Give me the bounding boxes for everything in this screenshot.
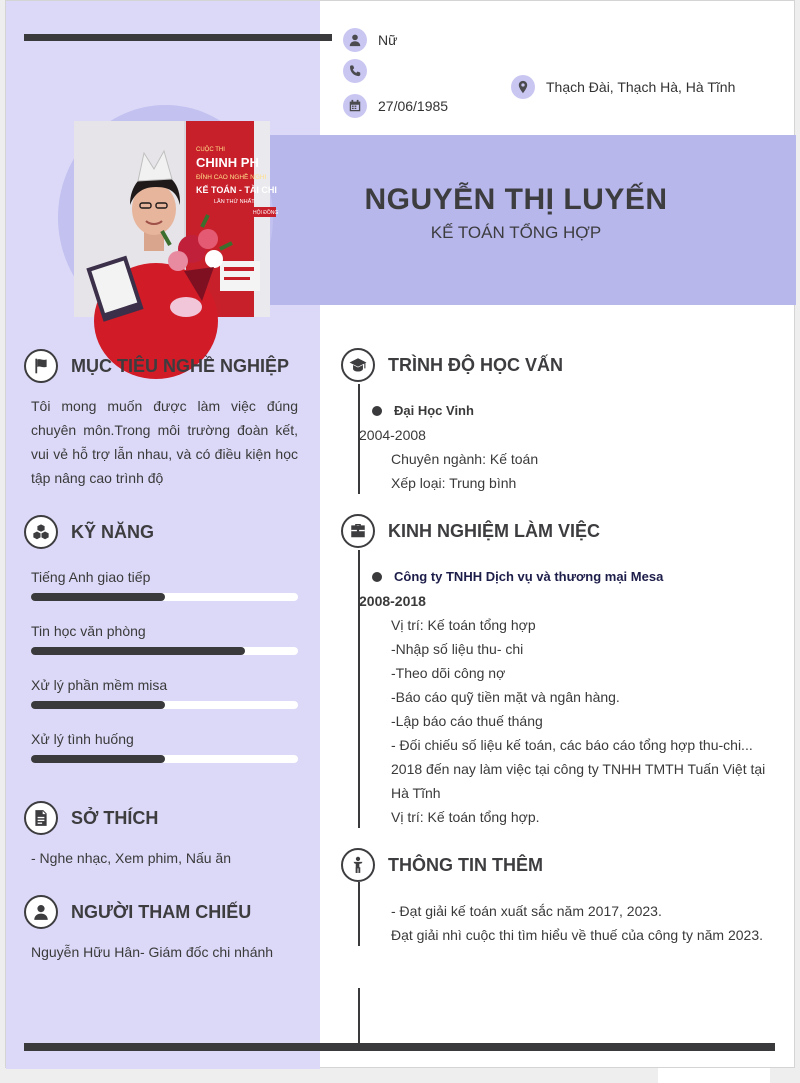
extra-line: Đạt giải nhì cuộc thi tìm hiểu về thuế của công ty năm 2023.	[391, 927, 763, 943]
gender-text: Nữ	[378, 32, 398, 48]
extra-section-header	[341, 848, 543, 882]
skill-bar-fill	[31, 647, 245, 655]
top-divider-bar	[24, 34, 332, 41]
experience-line: - Đối chiếu số liệu kế toán, các báo cáo tổng hợp thu-chi...	[391, 737, 753, 753]
bottom-timeline-line	[358, 988, 360, 1046]
reference-text: Nguyễn Hữu Hân- Giám đốc chi nhánh	[31, 944, 274, 960]
contact-gender	[343, 28, 397, 52]
document-icon	[24, 801, 58, 835]
experience-line: -Lập báo cáo thuế tháng	[391, 713, 543, 729]
skill-bar-fill	[31, 755, 165, 763]
photo-banner-line3: KẾ TOÁN - TÀI CHI	[196, 185, 277, 195]
hobbies-text: - Nghe nhạc, Xem phim, Nấu ăn	[31, 850, 231, 866]
education-section-header	[341, 348, 563, 382]
person-icon	[24, 895, 58, 929]
objective-line: tập nâng cao trình độ	[31, 470, 164, 486]
hobbies-title: SỞ THÍCH	[71, 807, 159, 828]
photo-banner-line1: CHINH PH	[196, 155, 259, 170]
experience-company: Công ty TNHH Dịch vụ và thương mại Mesa	[394, 569, 664, 584]
objective-section-header	[24, 349, 289, 383]
skill-bar-fill	[31, 701, 165, 709]
objective-text	[31, 394, 298, 490]
skill-bar	[31, 647, 298, 655]
hobbies-section-header	[24, 801, 158, 835]
contact-birthdate	[343, 94, 448, 118]
skill-label: Xử lý phần mềm misa	[31, 677, 168, 693]
cubes-icon	[24, 515, 58, 549]
objective-title: MỤC TIÊU NGHỀ NGHIỆP	[71, 355, 290, 376]
candidate-title: KẾ TOÁN TỔNG HỢP	[430, 223, 602, 242]
contact-address	[511, 75, 735, 99]
cv-page	[5, 0, 795, 1068]
photo-banner-line2: ĐỈNH CAO NGHỀ NGHI	[196, 174, 267, 181]
reference-title: NGƯỜI THAM CHIẾU	[71, 901, 252, 922]
skill-bar	[31, 593, 298, 601]
education-title: TRÌNH ĐỘ HỌC VẤN	[388, 354, 563, 375]
objective-line: chuyên môn.Trong môi trường đoàn kết,	[31, 422, 298, 438]
experience-line: -Báo cáo quỹ tiền mặt và ngân hàng.	[391, 689, 620, 705]
person-icon	[343, 28, 367, 52]
photo-banner-top: CUỘC THI	[196, 147, 225, 153]
graduation-cap-icon	[341, 348, 375, 382]
bottom-divider-bar	[24, 1043, 775, 1051]
objective-line: vui vẻ hỗ trợ lẫn nhau, và có điều kiện học	[31, 446, 298, 462]
page-footer-tab	[658, 1068, 770, 1083]
address-text: Thạch Đài, Thạch Hà, Hà Tĩnh	[546, 79, 736, 95]
education-years: 2004-2008	[359, 427, 426, 443]
experience-line: 2018 đến nay làm việc tại công ty TNHH TMTH Tuấn Việt tại	[391, 761, 766, 777]
photo-banner-line4: LẦN THỨ NHẤT	[214, 199, 255, 205]
experience-timeline-dot	[372, 572, 382, 582]
skill-label: Xử lý tình huống	[31, 731, 134, 747]
experience-line: Hà Tĩnh	[391, 785, 441, 801]
candidate-name: NGUYỄN THỊ LUYẾN	[364, 183, 668, 216]
reference-section-header	[24, 895, 251, 929]
education-major: Chuyên ngành: Kế toán	[391, 451, 539, 467]
map-pin-icon	[511, 75, 535, 99]
experience-timeline-line	[358, 550, 360, 828]
skills-section-header	[24, 515, 154, 549]
experience-line: -Nhập số liệu thu- chi	[391, 641, 524, 657]
objective-line: Tôi mong muốn được làm việc đúng	[31, 398, 298, 414]
child-icon	[341, 848, 375, 882]
experience-section-header	[341, 514, 600, 548]
profile-photo	[74, 121, 279, 317]
education-timeline-dot	[372, 406, 382, 416]
contact-phone	[343, 59, 378, 83]
experience-line: Vị trí: Kế toán tổng hợp.	[391, 809, 540, 825]
experience-title: KINH NGHIỆM LÀM VIỆC	[388, 520, 601, 541]
experience-years: 2008-2018	[359, 593, 426, 609]
extra-line: - Đạt giải kế toán xuất sắc năm 2017, 2023.	[391, 903, 662, 919]
experience-line: Vị trí: Kế toán tổng hợp	[391, 617, 536, 633]
skill-label: Tin học văn phòng	[31, 623, 146, 639]
education-grade: Xếp loại: Trung bình	[391, 475, 517, 491]
phone-icon	[343, 59, 367, 83]
skill-bar	[31, 755, 298, 763]
birthdate-text: 27/06/1985	[378, 98, 449, 114]
flag-icon	[24, 349, 58, 383]
name-banner	[236, 135, 796, 305]
extra-timeline-line	[358, 882, 360, 946]
experience-line: -Theo dõi công nợ	[391, 665, 506, 681]
skill-bar	[31, 701, 298, 709]
education-school: Đại Học Vinh	[394, 403, 474, 418]
extra-title: THÔNG TIN THÊM	[388, 854, 543, 875]
calendar-icon	[343, 94, 367, 118]
photo-card-label: HỘI ĐỒNG	[253, 210, 279, 216]
skill-label: Tiếng Anh giao tiếp	[31, 569, 151, 585]
skills-title: KỸ NĂNG	[71, 521, 155, 542]
skill-bar-fill	[31, 593, 165, 601]
briefcase-icon	[341, 514, 375, 548]
